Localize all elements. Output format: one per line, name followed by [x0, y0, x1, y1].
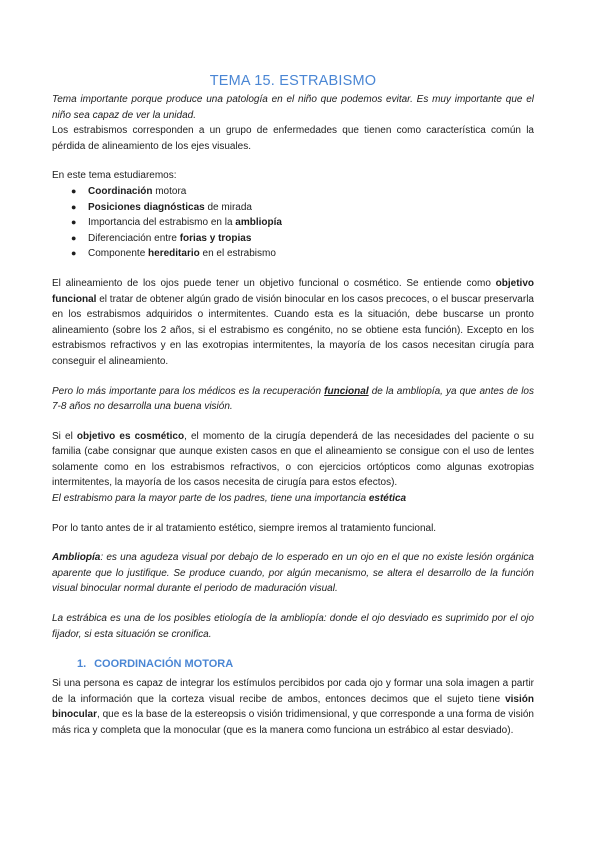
- etiology-paragraph: La estrábica es una de los posibles etiología de la ambliopía: donde el ojo desviado es suprimido por el ojo fijador, si esta situación se cronifica.: [52, 613, 534, 640]
- importance-paragraph: Pero lo más importante para los médicos es la recuperación funcional de la ambliopía, ya que antes de los 7-8 años no desarrolla una buena visión.: [52, 385, 534, 413]
- bullet-icon: ●: [71, 217, 77, 228]
- intro-italic-paragraph: Tema importante porque produce una patología en el niño que podemos evitar. Es muy importante que el niño sea capaz de ver la unidad.: [52, 94, 534, 121]
- document-page: [52, 72, 534, 739]
- cosmetic-paragraph: Si el objetivo es cosmético, el momento de la cirugía dependerá de las necesidades del paciente o su familia (cabe consignar que aunque existen casos en que el alineamiento se consigue con el uso de lentes solamente como en los estrabismos refractivos, o con ejercicios ortópticos como algunas exotropias intermitentes, la mayoría de los casos necesita de cirugía para estos efectos).: [52, 430, 534, 489]
- therefore-paragraph: Por lo tanto antes de ir al tratamiento estético, siempre iremos al tratamiento funcional.: [52, 522, 437, 534]
- list-item: ● Importancia del estrabismo en la ambliopía: [52, 215, 534, 231]
- parents-paragraph: El estrabismo para la mayor parte de los padres, tiene una importancia estética: [52, 493, 407, 505]
- document-title: TEMA 15. ESTRABISMO: [209, 73, 377, 89]
- list-item: ● Componente hereditario en el estrabismo: [52, 246, 534, 262]
- amblyopia-definition: Ambliopía: es una agudeza visual por debajo de lo esperado en un ojo en el que no existe lesión orgánica aparente que lo justifique. Se produce cuando, por algún mecanismo, se altera el desarrollo de la función visual binocular normal durante el periodo de maduración visual.: [52, 552, 534, 595]
- list-item: ● Diferenciación entre forias y tropias: [52, 231, 534, 247]
- alignment-paragraph: El alineamiento de los ojos puede tener un objetivo funcional o cosmético. Se entiende como objetivo funcional el tratar de obtener algún grado de visión binocular en los casos precoces, o el buscar preservarla en los estrabismos adquiridos o intermitentes. Cuando esta es la situación, debe buscarse un pronto alineamiento (sobre los 2 años, si el estrabismo es congénito, no se obtiene esta función). Excepto en los estrabismos refractivos y en las exotropias intermitentes, la mayoría de los casos necesitan cirugía para conseguir el alineamiento.: [52, 277, 534, 367]
- bullet-icon: ●: [71, 248, 77, 259]
- section-heading: 1. COORDINACIÓN MOTORA: [77, 658, 234, 671]
- bullet-icon: ●: [71, 232, 77, 243]
- coordination-paragraph: Si una persona es capaz de integrar los estímulos percibidos por cada ojo y formar una sola imagen a partir de la información que la corteza visual recibe de ambos, entonces decimos que el sujeto tiene visión binocular, que es la base de la estereopsis o visión tridimensional, y que corresponde a una forma de visión más rica y completa que la monocular (que es la manera como funciona un estrábico al estar desviado).: [52, 678, 534, 736]
- bullet-icon: ●: [71, 201, 77, 212]
- list-item: ● Posiciones diagnósticas de mirada: [52, 200, 534, 216]
- topics-list: [52, 184, 534, 262]
- intro-paragraph: Los estrabismos corresponden a un grupo de enfermedades que tienen como característica común la pérdida de alineamiento de los ejes visuales.: [52, 125, 534, 152]
- list-intro: En este tema estudiaremos:: [52, 170, 177, 182]
- list-item: ● Coordinación motora: [52, 184, 534, 200]
- bullet-icon: ●: [71, 185, 77, 196]
